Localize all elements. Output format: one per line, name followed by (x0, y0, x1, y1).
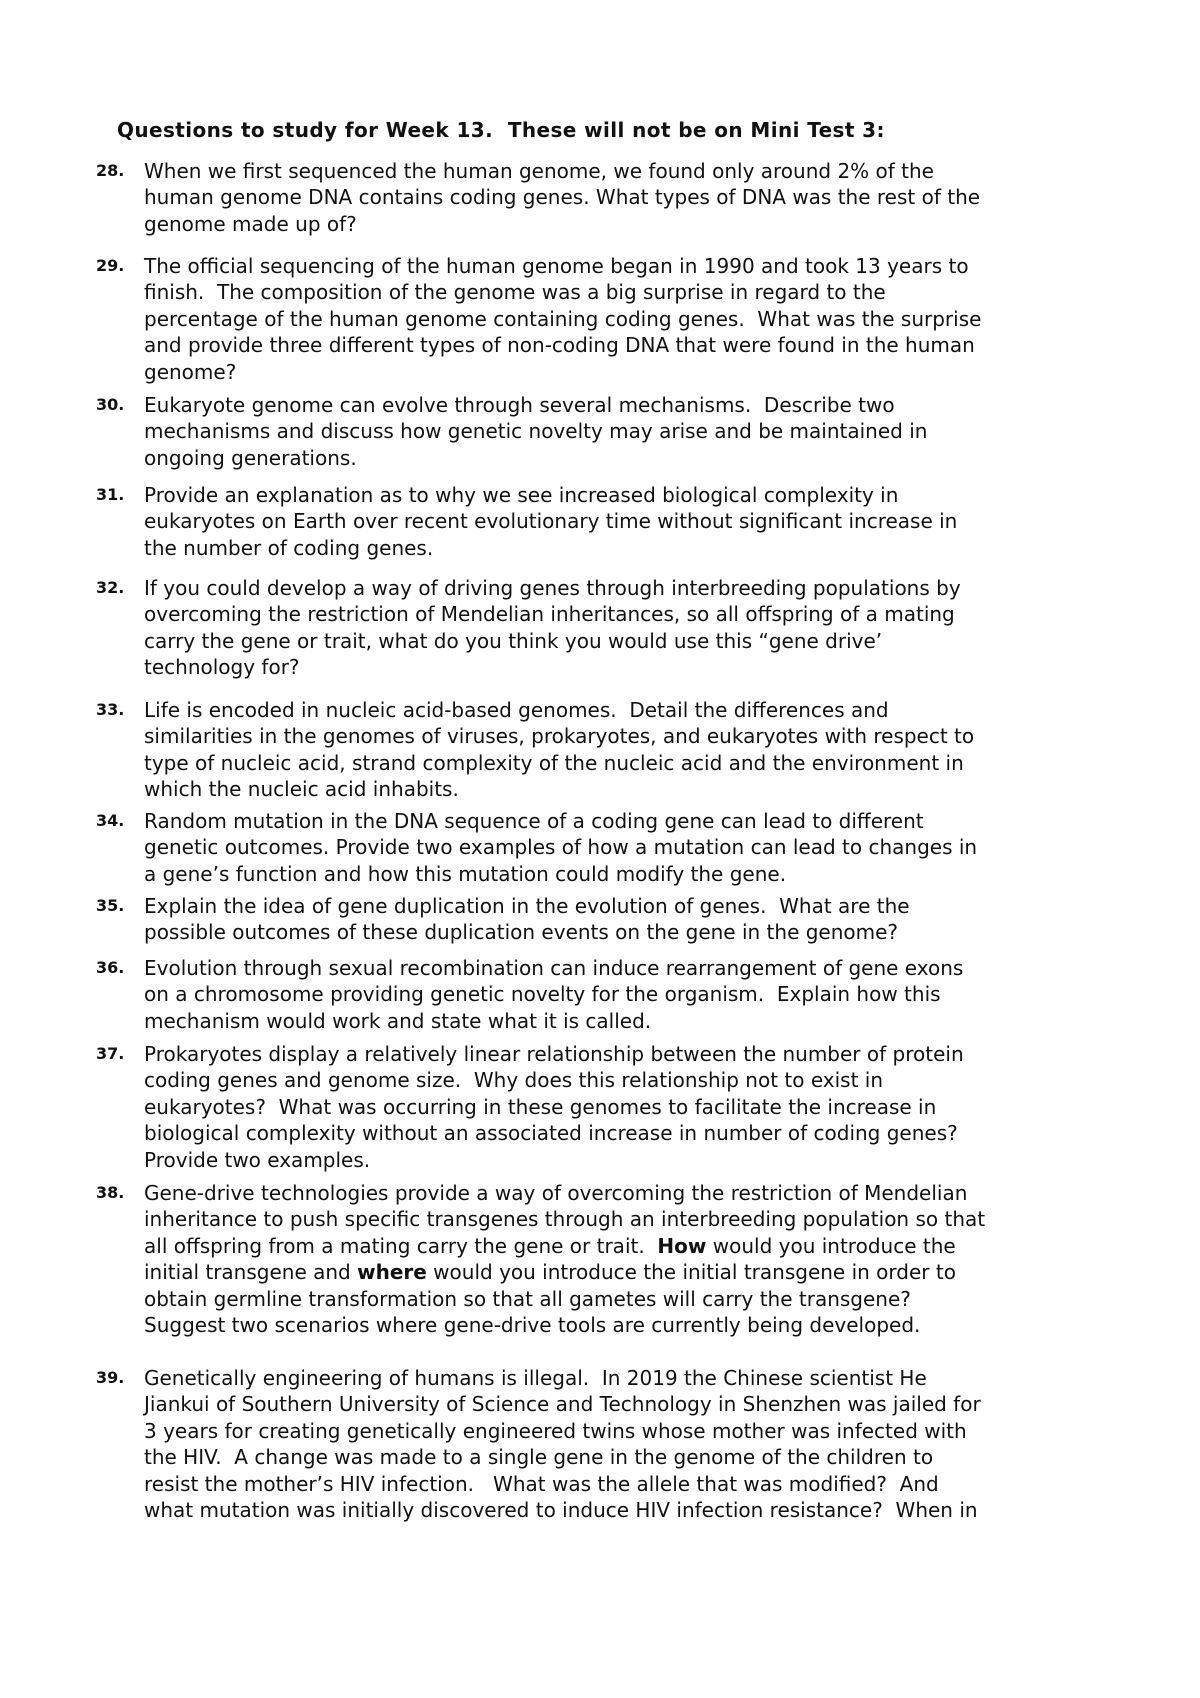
question-number: 35. (96, 896, 125, 915)
question-text-line: similarities in the genomes of viruses, prokaryotes, and eukaryotes with respect to (144, 724, 975, 749)
question-text (144, 158, 1094, 237)
question-text (144, 1365, 1094, 1523)
question-text-line: Random mutation in the DNA sequence of a coding gene can lead to different (144, 809, 924, 833)
question-text-line: and provide three different types of non-coding DNA that were found in the human (144, 333, 975, 358)
question-number: 34. (96, 811, 125, 830)
emphasized-word: How (657, 1233, 707, 1258)
question-text-line: which the nucleic acid inhabits. (144, 777, 459, 802)
question-text-line: If you could develop a way of driving genes through interbreeding populations by (144, 576, 961, 600)
question-text-line: mechanism would work and state what it is called. (144, 1008, 652, 1033)
question-text-line: Provide two examples. (144, 1147, 371, 1172)
question-text (144, 955, 1094, 1034)
question-text-line: inheritance to push specific transgenes through an interbreeding population so that (144, 1207, 986, 1232)
question-text-line (144, 1259, 1094, 1285)
question-text-line: overcoming the restriction of Mendelian inheritances, so all offspring of a mating (144, 602, 955, 627)
question-text-line: technology for? (144, 655, 300, 680)
question-text-line: on a chromosome providing genetic novelty for the organism. Explain how this (144, 982, 941, 1007)
question-text-line: obtain germline transformation so that all gametes will carry the transgene? (144, 1286, 911, 1311)
question-text-line: ongoing generations. (144, 445, 357, 470)
page-heading: Questions to study for Week 13. These will not be on Mini Test 3: (117, 118, 885, 142)
question-text-line: the HIV. A change was made to a single gene in the genome of the children to (144, 1445, 934, 1470)
question-text (144, 697, 1094, 803)
question-text-line: percentage of the human genome containing coding genes. What was the surprise (144, 306, 982, 331)
question-number: 37. (96, 1044, 125, 1063)
question-number: 28. (96, 161, 125, 180)
question-text-line: Prokaryotes display a relatively linear relationship between the number of protein (144, 1042, 964, 1066)
question-text (144, 392, 1094, 471)
question-text-line: mechanisms and discuss how genetic novelty may arise and be maintained in (144, 419, 928, 444)
question-text-line: genetic outcomes. Provide two examples of how a mutation can lead to changes in (144, 835, 978, 860)
question-text-line (144, 1233, 1094, 1259)
question-number: 38. (96, 1183, 125, 1202)
question-text-line: resist the mother’s HIV infection. What was the allele that was modified? And (144, 1471, 939, 1496)
question-text-line: The official sequencing of the human genome began in 1990 and took 13 years to (144, 254, 969, 278)
question-text-line: the number of coding genes. (144, 535, 434, 560)
question-number: 29. (96, 256, 125, 275)
text-segment: would you introduce the initial transgene in order to (426, 1260, 956, 1285)
question-text (144, 482, 1094, 561)
question-text-line: Explain the idea of gene duplication in the evolution of genes. What are the (144, 894, 910, 918)
question-number: 32. (96, 578, 125, 597)
text-segment: initial transgene and (144, 1260, 358, 1285)
question-text-line: finish. The composition of the genome was a big surprise in regard to the (144, 280, 886, 305)
question-text-line: eukaryotes on Earth over recent evolutionary time without significant increase in (144, 509, 958, 534)
question-text-line: human genome DNA contains coding genes. What types of DNA was the rest of the (144, 185, 981, 210)
question-text (144, 253, 1094, 385)
question-number: 36. (96, 958, 125, 977)
question-text-line: genome? (144, 359, 237, 384)
emphasized-word: where (357, 1260, 427, 1285)
question-text-line: coding genes and genome size. Why does this relationship not to exist in (144, 1068, 884, 1093)
question-text-line: carry the gene or trait, what do you think you would use this “gene drive’ (144, 628, 883, 653)
question-text-line: genome made up of? (144, 211, 357, 236)
question-text-line: Eukaryote genome can evolve through several mechanisms. Describe two (144, 393, 895, 417)
question-number: 31. (96, 485, 125, 504)
question-text (144, 893, 1094, 946)
question-text (144, 1180, 1094, 1338)
question-text-line: possible outcomes of these duplication events on the gene in the genome? (144, 920, 899, 945)
question-text (144, 808, 1094, 887)
question-text-line: biological complexity without an associated increase in number of coding genes? (144, 1121, 958, 1146)
question-text-line: Suggest two scenarios where gene-drive tools are currently being developed. (144, 1313, 921, 1338)
question-text (144, 575, 1094, 681)
text-segment: would you introduce the (706, 1233, 956, 1258)
question-text-line: Life is encoded in nucleic acid-based genomes. Detail the differences and (144, 698, 889, 722)
question-text-line: Provide an explanation as to why we see increased biological complexity in (144, 483, 899, 507)
question-number: 33. (96, 700, 125, 719)
question-text-line: Gene-drive technologies provide a way of overcoming the restriction of Mendelian (144, 1181, 968, 1205)
question-text-line: what mutation was initially discovered to induce HIV infection resistance? When in (144, 1498, 978, 1523)
question-text (144, 1041, 1094, 1173)
question-text-line: type of nucleic acid, strand complexity of the nucleic acid and the environment in (144, 750, 964, 775)
question-number: 39. (96, 1368, 125, 1387)
question-text-line: 3 years for creating genetically engineered twins whose mother was infected with (144, 1418, 967, 1443)
question-number: 30. (96, 395, 125, 414)
question-text-line: Genetically engineering of humans is illegal. In 2019 the Chinese scientist He (144, 1366, 927, 1390)
question-text-line: Evolution through sexual recombination can induce rearrangement of gene exons (144, 956, 964, 980)
question-text-line: eukaryotes? What was occurring in these genomes to facilitate the increase in (144, 1094, 937, 1119)
question-text-line: Jiankui of Southern University of Science and Technology in Shenzhen was jailed for (144, 1392, 981, 1417)
question-text-line: a gene’s function and how this mutation could modify the gene. (144, 861, 787, 886)
question-text-line: When we first sequenced the human genome, we found only around 2% of the (144, 159, 934, 183)
text-segment: all offspring from a mating carry the gene or trait. (144, 1233, 658, 1258)
